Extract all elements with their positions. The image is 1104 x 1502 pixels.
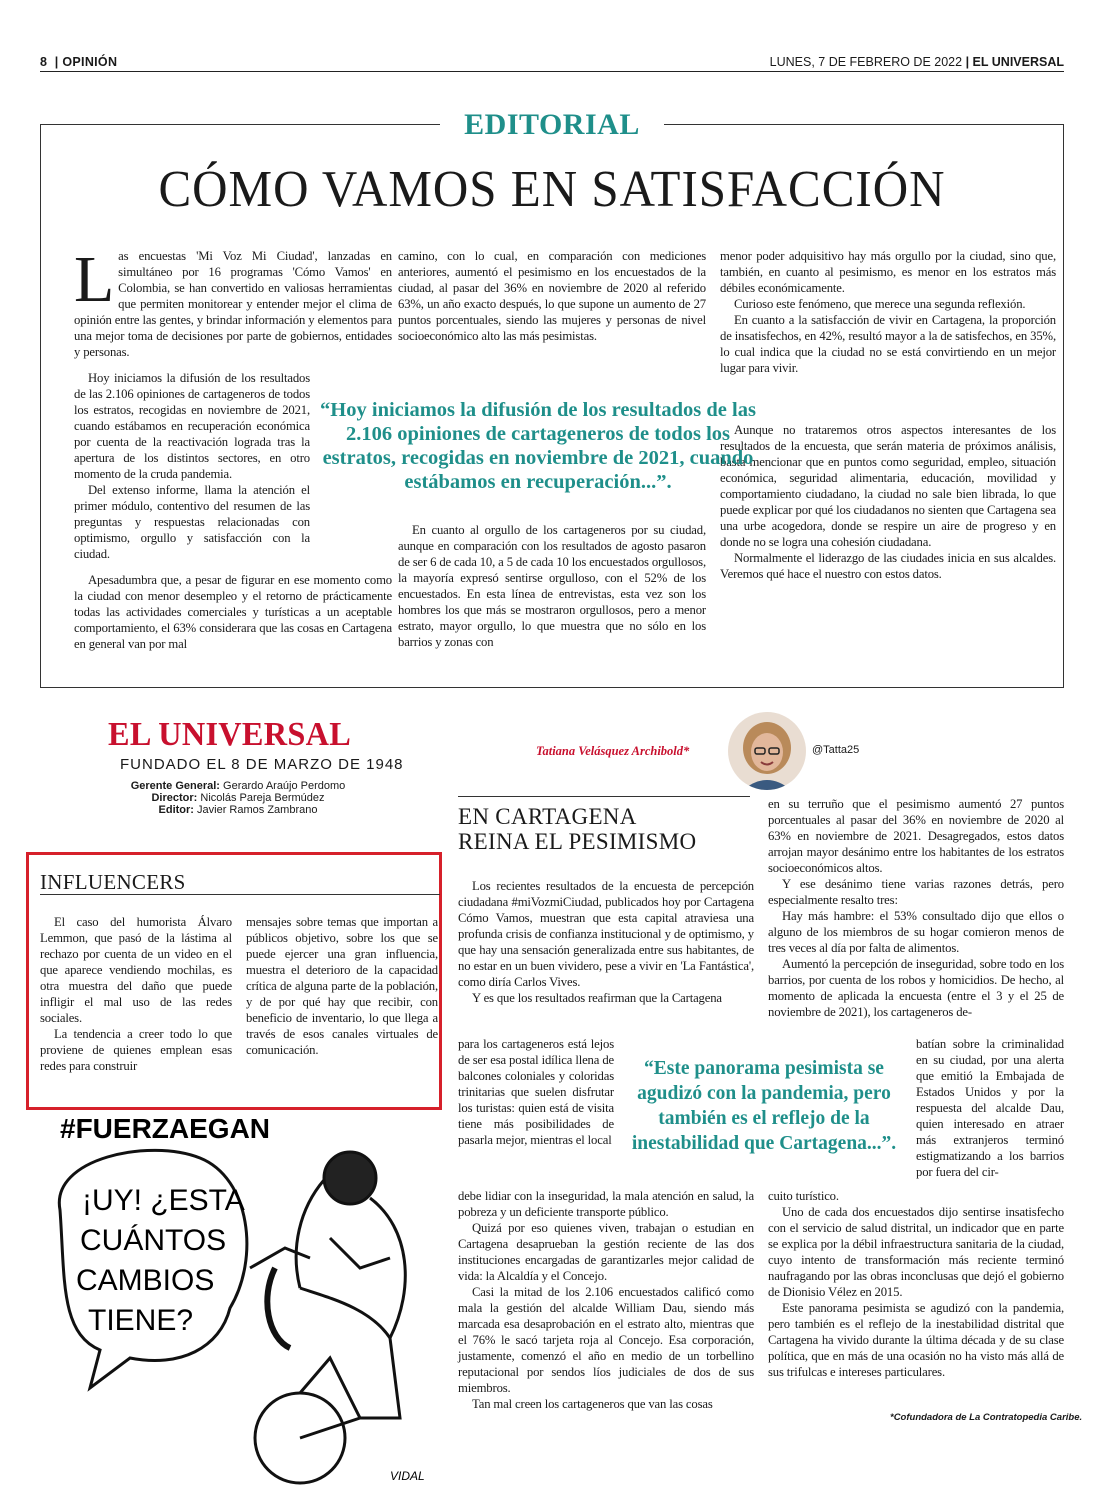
column-pullquote: “Este panorama pesimista se agudizó con la pandemia, pero también es el reflejo de la inestabilidad que Cartagena...”. [631, 1058, 897, 1154]
column-text-2b [916, 1036, 1064, 1180]
column-paragraph: debe lidiar con la inseguridad, la mala atención en salud, la pobreza y un deficiente transporte público. [458, 1189, 754, 1219]
column-paragraph: Uno de cada dos encuestados dijo sentirse insatisfecho con el servicio de salud distrital, un indicador que en parte se explica por la débil infraestructura sanitaria de la ciudad, cuyo intento de transformación más reciente terminó naufragando por las obras inconclusas que dejó el gobierno de Dionisio Vélez en 2015. [768, 1205, 1064, 1299]
page-number-section: 8 | OPINIÓN [40, 55, 118, 69]
issue-date: LUNES, 7 DE FEBRERO DE 2022 [769, 55, 963, 69]
editorial-paragraph: as encuestas 'Mi Voz Mi Ciudad', lanzadas en simultáneo por 16 programas 'Cómo Vamos' en Colombia, se han convertido en valiosas herramientas que permiten monitorear y entender mejor el clima de opinión entre las gentes, y brindar información y elementos para una mejor toma de decisiones por parte de gobiernos, entidades y personas. [74, 249, 392, 359]
column-paragraph: Y es que los resultados reafirman que la Cartagena [472, 991, 722, 1005]
masthead-founded: FUNDADO EL 8 DE MARZO DE 1948 [120, 756, 404, 773]
staff-label: Editor: [158, 804, 194, 816]
column-paragraph: batían sobre la criminalidad en su ciudad, por una alerta que emitió la Embajada de Estados Unidos y por la respuesta del alcalde Dau, quien interesado en atraer más extranjeros terminó estigmatizando a los barrios por fuera del cir- [916, 1037, 1064, 1179]
paper-name: EL UNIVERSAL [972, 55, 1064, 69]
page-header [40, 52, 1064, 72]
staff-name: Javier Ramos Zambrano [197, 804, 318, 816]
dropcap: L [74, 243, 115, 316]
divider [458, 796, 750, 797]
influencers-paragraph: La tendencia a creer todo lo que proviene de quienes emplean esas redes para construir [40, 1027, 232, 1073]
column-paragraph: Los recientes resultados de la encuesta de percepción ciudadana #miVozmiCiudad, publicados hoy por Cartagena Cómo Vamos, muestran que esta capital atraviesa una profunda crisis de confianza institucional y de optimismo, y que hay una sensación generalizada entre sus habitantes, de no estar en un buen vividero, pese a vivir en 'La Fantástica', como diría Carlos Vives. [458, 879, 754, 989]
cartoon-text: ¡UY! ¿ESTA [82, 1184, 245, 1217]
column-paragraph: Y ese desánimo tiene varias razones detrás, pero especialmente resalto tres: [768, 877, 1064, 907]
editorial-paragraph: Del extenso informe, llama la atención el primer módulo, contentivo del resumen de las preguntas y respuestas relacionadas con optimismo, orgullo y satisfacción con la ciudad. [74, 483, 310, 561]
column-paragraph: Este panorama pesimista se agudizó con la pandemia, pero también es el reflejo de la inestabilidad distrital que Cartagena ha vivido durante la última década y de su clase política, que en más de una ocasión no ha visto más allá de sus trifulcas e intereses particulares. [768, 1301, 1064, 1379]
column-text-1c [458, 1188, 754, 1412]
column-paragraph: para los cartageneros está lejos de ser esa postal idílica llena de balcones coloniales y coloridas trinitarias que suelen disfrutar los turistas: quien está de visita tiene más posibilidades de pasarla mejor, mientras el local [458, 1037, 614, 1147]
editorial-column-1c [74, 572, 392, 652]
column-paragraph: cuito turístico. [768, 1189, 839, 1203]
editorial-paragraph: menor poder adquisitivo hay más orgullo por la ciudad, sino que, también, en cuanto al pesimismo, es menor en los estratos más débiles económicamente. [720, 249, 1056, 295]
editorial-column-2b [398, 522, 706, 650]
editorial-column-1 [74, 243, 392, 360]
staff-label: Gerente General: [130, 780, 220, 792]
column-author: Tatiana Velásquez Archibold* [536, 744, 690, 758]
cartoon-text: CUÁNTOS [80, 1224, 227, 1257]
editorial-paragraph: Hoy iniciamos la difusión de los resultados de las 2.106 opiniones de cartageneros de todos los estratos, recogidas en noviembre de 2021, cuando estábamos en recuperación económica por cuenta de la reactivación lograda tras la apertura de los distintos sectores, en otro momento de la cruda pandemia. [74, 371, 310, 481]
cyclist-icon [250, 1152, 405, 1483]
editorial-paragraph: Apesadumbra que, a pesar de figurar en ese momento como la ciudad con menor desempleo y el retorno de prácticamente todas las actividades comerciales y turísticas a un aceptable comportamiento, el 63% considerara que las cosas en Cartagena en general van por mal [74, 573, 392, 651]
editorial-label: EDITORIAL [464, 108, 640, 141]
editorial-column-3 [720, 248, 1056, 376]
editorial-paragraph: camino, con lo cual, en comparación con mediciones anteriores, aumentó el pesimismo en los encuestados de la ciudad, al pasar del 36% en noviembre de 2020 al referido 63%, un año exacto después, lo que supone un aumento de 27 puntos porcentuales, siendo las mujeres y personas de nivel socioeconómico alto las más pesimistas. [398, 249, 706, 343]
column-paragraph: Tan mal creen los cartageneros que van las cosas [472, 1397, 713, 1411]
editorial-column-1b [74, 370, 310, 562]
column-paragraph: Hay más hambre: el 53% consultado dijo que ellos o alguno de los miembros de su hogar comieron menos de tres veces al día por falta de alimentos. [768, 909, 1064, 955]
column-paragraph: en su terruño que el pesimismo aumentó 27 puntos porcentuales al pasar del 36% en noviembre de 2020 al 63% en noviembre de 2021. Desagregados, estos datos arrojan mayor desánimo entre los habitantes de los estratos socioeconómicos altos. [768, 797, 1064, 875]
column-text-2 [768, 796, 1064, 1020]
influencers-column-1 [40, 914, 232, 1074]
cartoon-signature: VIDAL [390, 1469, 425, 1483]
editorial-column-3b [720, 422, 1056, 582]
editorial-paragraph: En cuanto a la satisfacción de vivir en Cartagena, la proporción de insatisfechos, en 42%, resultó mayor a la de satisfechos, en 35%, lo cual indica que la ciudad no se está convirtiendo en un mejor lugar para vivir. [720, 313, 1056, 375]
editorial-paragraph: Curioso este fenómeno, que merece una segunda reflexión. [734, 297, 1026, 311]
staff-name: Nicolás Pareja Bermúdez [200, 792, 325, 804]
influencers-paragraph: mensajes sobre temas que importan a públicos objetivo, sobre los que se puede ejercer una gran influencia, muestra el deterioro de la capacidad crítica de alguna parte de la población, y de por qué hay que recibir, con beneficio de inventario, lo que llega a través de esos canales virtuales de comunicación. [246, 915, 438, 1057]
author-avatar [728, 712, 806, 790]
editorial-pullquote: “Hoy iniciamos la difusión de los resultados de las 2.106 opiniones de cartageneros de todos los estratos, recogidas en noviembre de 2021, cuando estábamos en recuperación...”. [320, 399, 756, 493]
staff-name: Gerardo Araújo Perdomo [223, 780, 346, 792]
column-text-1 [458, 878, 754, 1006]
editorial-paragraph: Aunque no trataremos otros aspectos interesantes de los resultados de la encuesta, que serán materia de próximos análisis, basta mencionar que en puntos como seguridad, empleo, situación económica, seguridad alimentaria, educación, movilidad y comportamiento ciudadano, la ciudad no sale bien librada, lo que puede explicar por qué los ciudadanos no sienten que Cartagena sea una urbe acogedora, donde se respire un aire de progreso y en donde no se logra una cohesión ciudadana. [720, 423, 1056, 549]
influencers-title: INFLUENCERS [40, 870, 186, 894]
column-paragraph: Casi la mitad de los 2.106 encuestados calificó como mala la gestión del alcalde William Dau, siendo más marcada esa desaprobación en el estrato alto, mientras que el 76% le sacó tarjeta roja al Concejo. Esa corporación, justamente, comenzó el año en medio de un torbellino reputacional por sendos líos judiciales de dos de sus miembros. [458, 1285, 754, 1395]
date-paper: LUNES, 7 DE FEBRERO DE 2022 | EL UNIVERSAL [769, 55, 1064, 69]
staff-label: Director: [151, 792, 198, 804]
influencers-paragraph: El caso del humorista Álvaro Lemmon, que pasó de la lástima al rechazo por cuenta de un video en el que aparece vendiendo mochilas, es otra muestra del daño que puede infligir el mal uso de las redes sociales. [40, 915, 232, 1025]
author-handle: @Tatta25 [812, 744, 860, 756]
editorial-paragraph: Normalmente el liderazgo de las ciudades inicia en sus alcaldes. Veremos qué hace el nuestro con estos datos. [720, 551, 1056, 581]
cartoon-text: TIENE? [88, 1304, 194, 1337]
column-paragraph: Quizá por eso quienes viven, trabajan o estudian en Cartagena desaprueban la gestión reciente de las dos instituciones encargadas de garantizarles mejor calidad de vida: la Alcaldía y el Concejo. [458, 1221, 754, 1283]
section-name: OPINIÓN [62, 55, 118, 69]
column-title [458, 804, 696, 854]
page-number: 8 [40, 55, 48, 69]
column-title-line: REINA EL PESIMISMO [458, 829, 697, 854]
cartoon-drawing [30, 1118, 440, 1490]
column-title-line: EN CARTAGENA [458, 804, 637, 829]
editorial-column-2 [398, 248, 706, 344]
cartoon-text: CAMBIOS [76, 1264, 215, 1297]
editorial-title: CÓMO VAMOS EN SATISFACCIÓN [158, 159, 946, 218]
column-paragraph: Aumentó la percepción de inseguridad, sobre todo en los barrios, por cuenta de los robos y homicidios. De hecho, al momento de aplicada la encuesta (entre el 3 y el 25 de noviembre de 2021), los cartageneros de- [768, 957, 1064, 1019]
editorial-paragraph: En cuanto al orgullo de los cartageneros por su ciudad, aunque en comparación con los resultados de agosto pasaron de ser 6 de cada 10, a 5 de cada 10 los encuestados orgullosos, la mayoría expresó sentirse orgulloso, con el 52% de los encuestados. En esta línea de entrevistas, esta vez son los hombres los que más se mostraron orgullosos, pero a menor estrato, mayor orgullo, lo que muestra que no sólo en los barrios y zonas con [398, 523, 706, 649]
cartoon-hashtag: #FUERZAEGAN [60, 1118, 271, 1144]
column-text-2c [768, 1188, 1064, 1380]
column-text-1b [458, 1036, 614, 1148]
cartoon [30, 1118, 440, 1490]
masthead-staff [108, 780, 368, 816]
column-footnote: *Cofundadora de La Contratopedia Caribe. [890, 1412, 1083, 1423]
author-photo-icon [728, 712, 806, 790]
influencers-column-2 [246, 914, 438, 1058]
divider [40, 894, 440, 895]
masthead-logo: EL UNIVERSAL [108, 716, 352, 753]
